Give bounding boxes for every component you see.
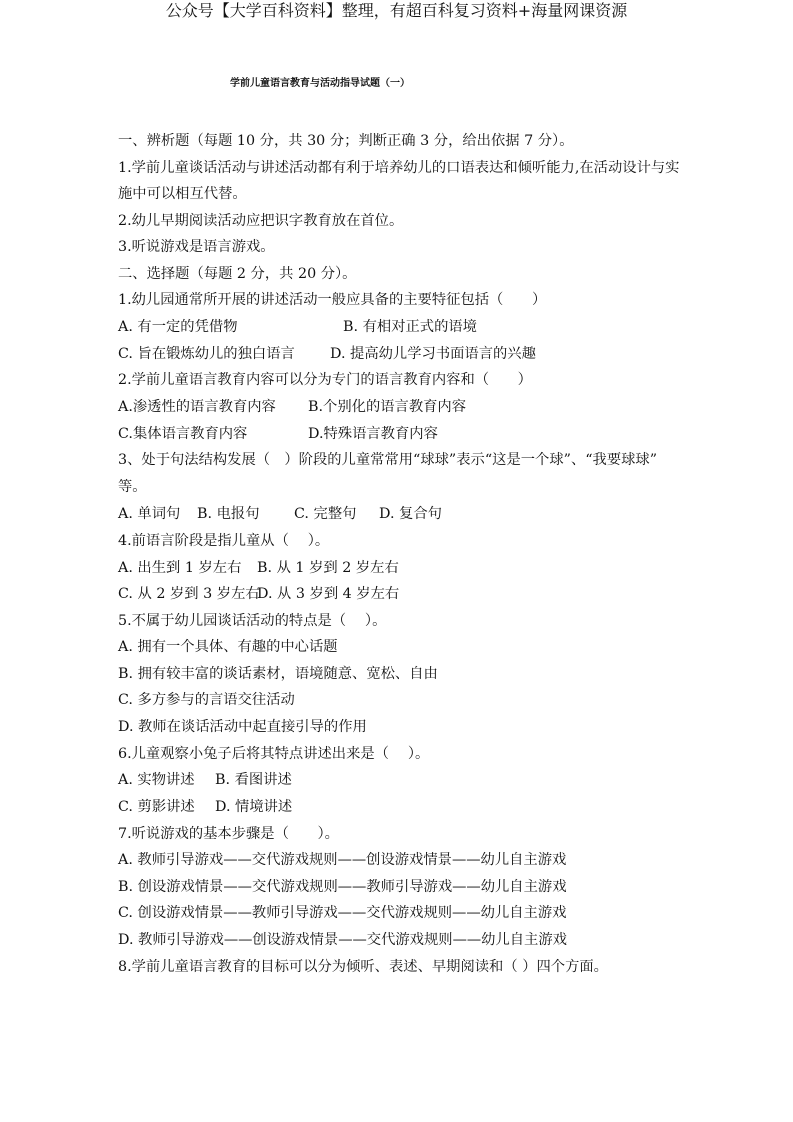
document-title: 学前儿童语言教育与活动指导试题（一） bbox=[230, 78, 410, 89]
question-stem: 4.前语言阶段是指儿童从（ ）。 bbox=[118, 533, 330, 549]
section2-heading bbox=[0, 264, 793, 284]
option-d: D. 情境讲述 bbox=[215, 799, 293, 815]
option-row bbox=[0, 558, 793, 578]
option-c: C.集体语言教育内容 bbox=[118, 426, 248, 442]
question-stem: 3、处于句法结构发展（ ）阶段的儿童常常用“球球”表示“这是一个球”、“我要球球” bbox=[118, 452, 658, 468]
option-d: D.特殊语言教育内容 bbox=[308, 426, 438, 442]
question-stem: 1.幼儿园通常所开展的讲述活动一般应具备的主要特征包括（ ） bbox=[118, 292, 547, 308]
option-row bbox=[0, 424, 793, 444]
question-stem: 6.儿童观察小兔子后将其特点讲述出来是（ ）。 bbox=[118, 746, 430, 762]
question-text bbox=[0, 477, 793, 497]
option-a: A. 单词句 bbox=[118, 506, 181, 522]
option-c: C. 完整句 bbox=[294, 506, 357, 522]
mc-question-3 bbox=[0, 450, 793, 470]
mc-question-4 bbox=[0, 531, 793, 551]
option-c: C. 剪影讲述 bbox=[118, 799, 195, 815]
question-stem: 7.听说游戏的基本步骤是（ ）。 bbox=[118, 826, 339, 842]
option-b: B. 有相对正式的语境 bbox=[343, 319, 477, 335]
mc-question-2 bbox=[0, 370, 793, 390]
option-row bbox=[0, 850, 793, 870]
mc-question-5 bbox=[0, 611, 793, 631]
mc-question-7 bbox=[0, 824, 793, 844]
q3: 3.听说游戏是语言游戏。 bbox=[118, 239, 275, 255]
option-row bbox=[0, 504, 793, 524]
page-header: 公众号【大学百科资料】整理，有超百科复习资料+海量网课资源 bbox=[165, 1, 628, 20]
option-row bbox=[0, 344, 793, 364]
option-d: D. 提高幼儿学习书面语言的兴趣 bbox=[330, 346, 536, 362]
option-b: B.个别化的语言教育内容 bbox=[308, 399, 467, 415]
question-text bbox=[0, 184, 793, 204]
mc-question-1 bbox=[0, 290, 793, 310]
option-row bbox=[0, 584, 793, 604]
option-d: D. 从 3 岁到 4 岁左右 bbox=[257, 586, 400, 602]
question-text bbox=[0, 158, 793, 178]
option-a: A. 出生到 1 岁左右 bbox=[118, 560, 242, 576]
question-stem: 2.学前儿童语言教育内容可以分为专门的语言教育内容和（ ） bbox=[118, 372, 532, 388]
option-row bbox=[0, 690, 793, 710]
q1-line2: 施中可以相互代替。 bbox=[118, 186, 247, 202]
heading-text: 一、辨析题（每题 10 分，共 30 分；判断正确 3 分，给出依据 7 分）。 bbox=[118, 133, 574, 149]
option-b: B. 拥有较丰富的谈话素材，语境随意、宽松、自由 bbox=[118, 666, 438, 682]
question-stem-cont: 等。 bbox=[118, 479, 147, 495]
mc-question-8 bbox=[0, 957, 793, 977]
option-a: A. 有一定的凭借物 bbox=[118, 319, 238, 335]
option-d: D. 教师引导游戏——创设游戏情景——交代游戏规则——幼儿自主游戏 bbox=[118, 932, 567, 948]
question-text bbox=[0, 211, 793, 231]
question-stem: 5.不属于幼儿园谈话活动的特点是（ ）。 bbox=[118, 613, 387, 629]
question-stem: 8.学前儿童语言教育的目标可以分为倾听、表述、早期阅读和（ ）四个方面。 bbox=[118, 959, 608, 975]
option-a: A. 实物讲述 bbox=[118, 772, 195, 788]
option-a: A. 拥有一个具体、有趣的中心话题 bbox=[118, 639, 338, 655]
option-row bbox=[0, 664, 793, 684]
option-row bbox=[0, 397, 793, 417]
option-b: B. 创设游戏情景——交代游戏规则——教师引导游戏——幼儿自主游戏 bbox=[118, 879, 567, 895]
option-row bbox=[0, 930, 793, 950]
heading-text: 二、选择题（每题 2 分，共 20 分）。 bbox=[118, 266, 357, 282]
option-c: C. 旨在锻炼幼儿的独白语言 bbox=[118, 346, 295, 362]
option-a: A.渗透性的语言教育内容 bbox=[118, 399, 276, 415]
option-row bbox=[0, 770, 793, 790]
section1-heading bbox=[0, 131, 793, 151]
option-a: A. 教师引导游戏——交代游戏规则——创设游戏情景——幼儿自主游戏 bbox=[118, 852, 567, 868]
option-row bbox=[0, 717, 793, 737]
option-b: B. 电报句 bbox=[197, 506, 260, 522]
mc-question-6 bbox=[0, 744, 793, 764]
q2: 2.幼儿早期阅读活动应把识字教育放在首位。 bbox=[118, 213, 404, 229]
option-row bbox=[0, 877, 793, 897]
option-d: D. 复合句 bbox=[379, 506, 442, 522]
option-row bbox=[0, 317, 793, 337]
option-b: B. 看图讲述 bbox=[215, 772, 292, 788]
option-b: B. 从 1 岁到 2 岁左右 bbox=[257, 560, 399, 576]
option-c: C. 多方参与的言语交往活动 bbox=[118, 692, 295, 708]
option-c: C. 创设游戏情景——教师引导游戏——交代游戏规则——幼儿自主游戏 bbox=[118, 905, 567, 921]
option-d: D. 教师在谈话活动中起直接引导的作用 bbox=[118, 719, 367, 735]
option-row bbox=[0, 903, 793, 923]
option-row bbox=[0, 797, 793, 817]
option-c: C. 从 2 岁到 3 岁左右 bbox=[118, 586, 260, 602]
option-row bbox=[0, 637, 793, 657]
q1-line1: 1.学前儿童谈话活动与讲述活动都有利于培养幼儿的口语表达和倾听能力,在活动设计与实 bbox=[118, 160, 680, 176]
question-text bbox=[0, 237, 793, 257]
